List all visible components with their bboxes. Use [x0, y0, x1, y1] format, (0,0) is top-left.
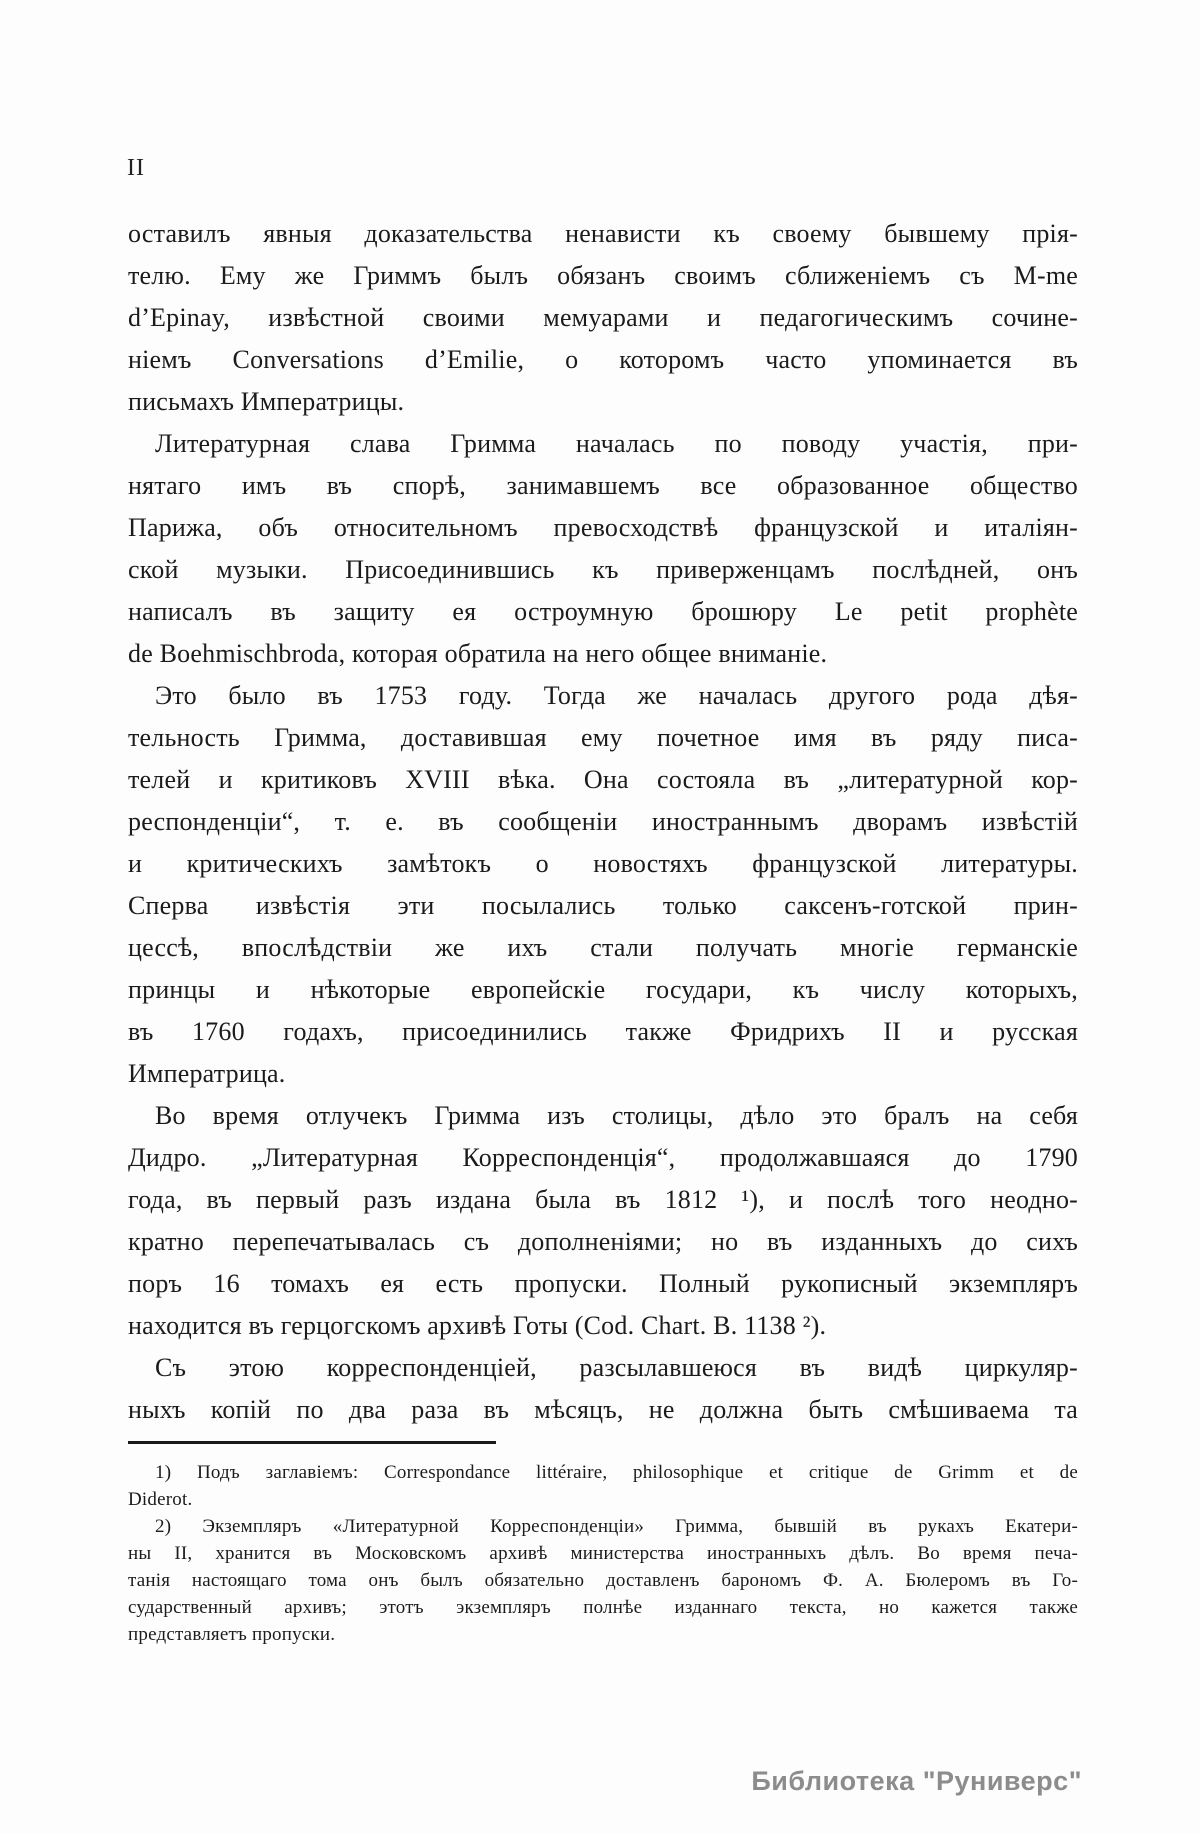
body-line: принцы и нѣкоторые европейскіе государи, къ числу которыхъ, — [128, 975, 1078, 1004]
footnote-line: Diderot. — [128, 1489, 193, 1510]
body-line: телей и критиковъ XVIII вѣка. Она состояла въ „литературной кор- — [128, 765, 1078, 794]
footnote-line: ны II, хранится въ Московскомъ архивѣ министерства иностранныхъ дѣлъ. Во время печа- — [128, 1543, 1078, 1564]
body-line: ныхъ копій по два раза въ мѣсяцъ, не должна быть смѣшиваема та — [128, 1395, 1078, 1424]
body-line: года, въ первый разъ издана была въ 1812 ¹), и послѣ того неодно- — [128, 1185, 1078, 1214]
body-line: Во время отлучекъ Гримма изъ столицы, дѣло это бралъ на себя — [155, 1101, 1078, 1130]
body-line: и критическихъ замѣтокъ о новостяхъ французской литературы. — [128, 849, 1078, 878]
footnote-line: представляетъ пропуски. — [128, 1624, 336, 1645]
footnotes — [128, 1459, 1078, 1648]
body-line: ской музыки. Присоединившись къ приверженцамъ послѣдней, онъ — [128, 555, 1078, 584]
body-line: Это было въ 1753 году. Тогда же началась другого рода дѣя- — [155, 681, 1078, 710]
page-number: II — [127, 155, 145, 181]
body-line: тельность Гримма, доставившая ему почетное имя въ ряду писа- — [128, 723, 1078, 752]
body-line: ніемъ Conversations d’Emilie, о которомъ часто упоминается въ — [128, 345, 1078, 374]
footnote-separator — [128, 1441, 496, 1444]
body-line: d’Epinay, извѣстной своими мемуарами и педагогическимъ сочине- — [128, 303, 1078, 332]
body-line: Литературная слава Гримма началась по поводу участія, при- — [155, 429, 1078, 458]
body-line: нятаго имъ въ спорѣ, занимавшемъ все образованное общество — [128, 471, 1078, 500]
footnote-line: 1) Подъ заглавіемъ: Correspondance littéraire, philosophique et critique de Grimm et de — [155, 1462, 1078, 1483]
footnote-line: 2) Экземпляръ «Литературной Корреспонденціи» Гримма, бывшій въ рукахъ Екатери- — [155, 1516, 1078, 1537]
body-line: Парижа, объ относительномъ превосходствѣ французской и италіян- — [128, 513, 1078, 542]
footnote-line: сударственный архивъ; этотъ экземпляръ полнѣе изданнаго текста, но кажется также — [128, 1597, 1078, 1618]
body-line: Сперва извѣстія эти посылались только саксенъ-готской прин- — [128, 891, 1078, 920]
body-line: de Boehmischbroda, которая обратила на него общее вниманіе. — [128, 639, 828, 668]
body-line: цессѣ, впослѣдствіи же ихъ стали получать многіе германскіе — [128, 933, 1078, 962]
body-line: находится въ герцогскомъ архивѣ Готы (Cod. Chart. B. 1138 ²). — [128, 1311, 827, 1340]
library-watermark: Библиотека "Руниверс" — [751, 1766, 1082, 1796]
footnote-line: танія настоящаго тома онъ былъ обязательно доставленъ барономъ Ф. А. Бюлеромъ въ Го- — [128, 1570, 1078, 1591]
body-line: Съ этою корреспонденціей, разсылавшеюся въ видѣ циркуляр- — [155, 1353, 1078, 1382]
body-line: респонденціи“, т. е. въ сообщеніи иностраннымъ дворамъ извѣстій — [128, 807, 1078, 836]
body-line: кратно перепечатывалась съ дополненіями; но въ изданныхъ до сихъ — [128, 1227, 1078, 1256]
body-line: Дидро. „Литературная Корреспонденція“, продолжавшаяся до 1790 — [128, 1143, 1078, 1172]
body-line: письмахъ Императрицы. — [128, 387, 405, 416]
body-text — [128, 213, 1078, 1431]
body-line: телю. Ему же Гриммъ былъ обязанъ своимъ сближеніемъ съ M-me — [128, 261, 1078, 290]
body-line: поръ 16 томахъ ея есть пропуски. Полный рукописный экземпляръ — [128, 1269, 1078, 1298]
body-line: въ 1760 годахъ, присоединились также Фридрихъ II и русская — [128, 1017, 1078, 1046]
body-line: Императрица. — [128, 1059, 286, 1088]
body-line: оставилъ явныя доказательства ненависти къ своему бывшему прія- — [128, 219, 1078, 248]
body-line: написалъ въ защиту ея остроумную брошюру Le petit prophète — [128, 597, 1078, 626]
